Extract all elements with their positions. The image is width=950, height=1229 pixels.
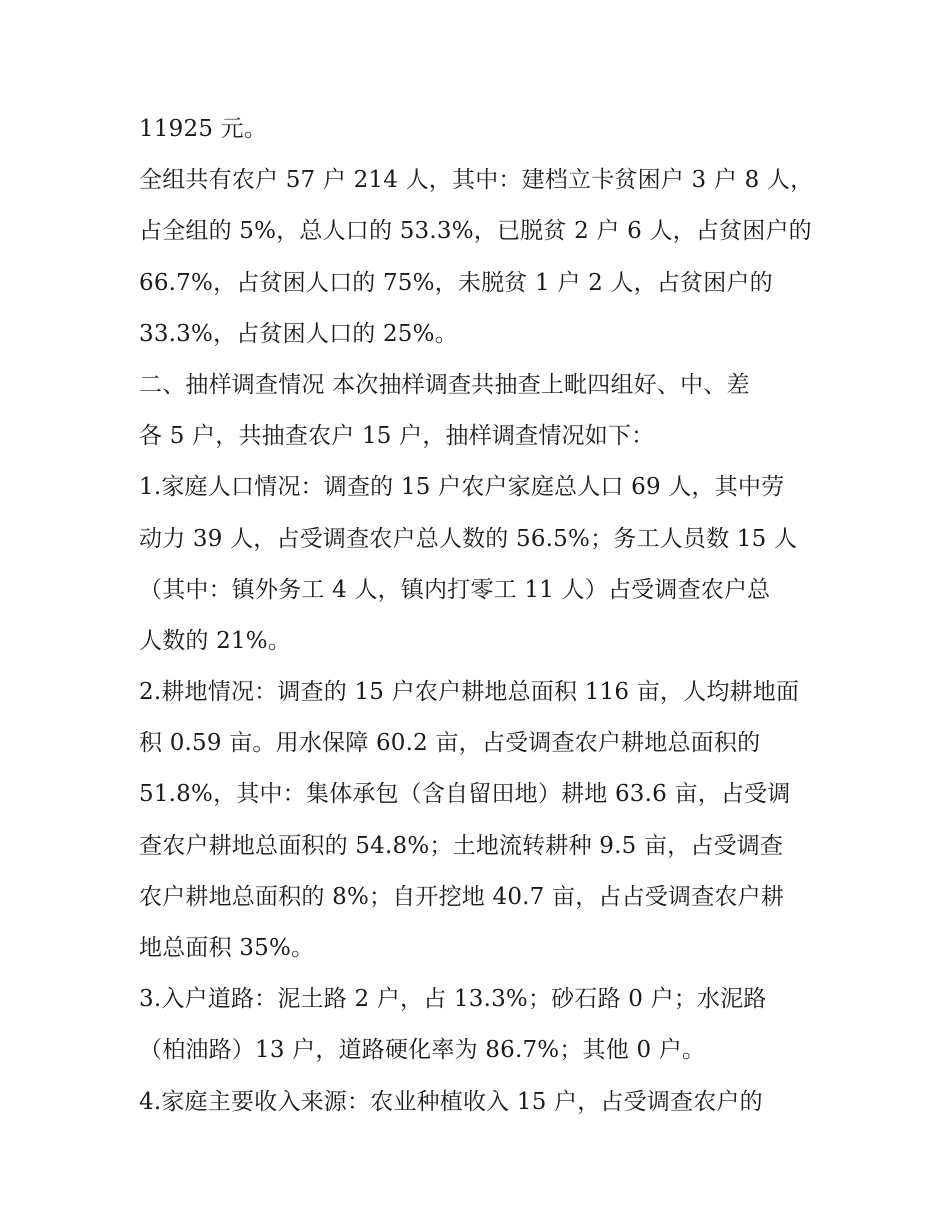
text-line: （柏油路）13 户，道路硬化率为 86.7%；其他 0 户。 [139,1037,706,1064]
text-line: 11925 元。 [139,116,268,142]
text-line: 2.耕地情况：调查的 15 户农户耕地总面积 116 亩，人均耕地面 [139,679,800,706]
text-line: 动力 39 人，占受调查农户总人数的 56.5%；务工人员数 15 人 [139,525,798,552]
text-line: 全组共有农户 57 户 214 人，其中：建档立卡贫困户 3 户 8 人， [139,167,814,194]
text-line: 3.入户道路：泥土路 2 户，占 13.3%；砂石路 0 户；水泥路 [139,986,767,1013]
text-line: （其中：镇外务工 4 人，镇内打零工 11 人）占受调查农户总 [139,576,771,603]
text-line: 各 5 户，共抽查农户 15 户，抽样调查情况如下： [139,423,655,450]
document-body [139,104,829,1128]
text-line: 查农户耕地总面积的 54.8%；土地流转耕种 9.5 亩，占受调查 [139,832,784,859]
section-heading-line: 二、抽样调查情况 本次抽样调查共抽查上毗四组好、中、差 [139,371,750,398]
text-line: 51.8%，其中：集体承包（含自留田地）耕地 63.6 亩，占受调 [139,781,791,808]
text-line: 1.家庭人口情况：调查的 15 户农户家庭总人口 69 人，其中劳 [139,474,785,501]
text-line: 地总面积 35%。 [139,935,315,961]
text-line: 占全组的 5%，总人口的 53.3%，已脱贫 2 户 6 人，占贫困户的 [139,218,812,245]
text-line: 66.7%，占贫困人口的 75%，未脱贫 1 户 2 人，占贫困户的 [139,269,773,296]
text-line: 农户耕地总面积的 8%；自开挖地 40.7 亩，占占受调查农户耕 [139,883,785,910]
text-line: 33.3%，占贫困人口的 25%。 [139,320,458,347]
text-line: 4.家庭主要收入来源：农业种植收入 15 户，占受调查农户的 [139,1088,763,1115]
text-line: 人数的 21%。 [139,627,292,654]
text-line: 积 0.59 亩。用水保障 60.2 亩，占受调查农户耕地总面积的 [139,730,761,757]
